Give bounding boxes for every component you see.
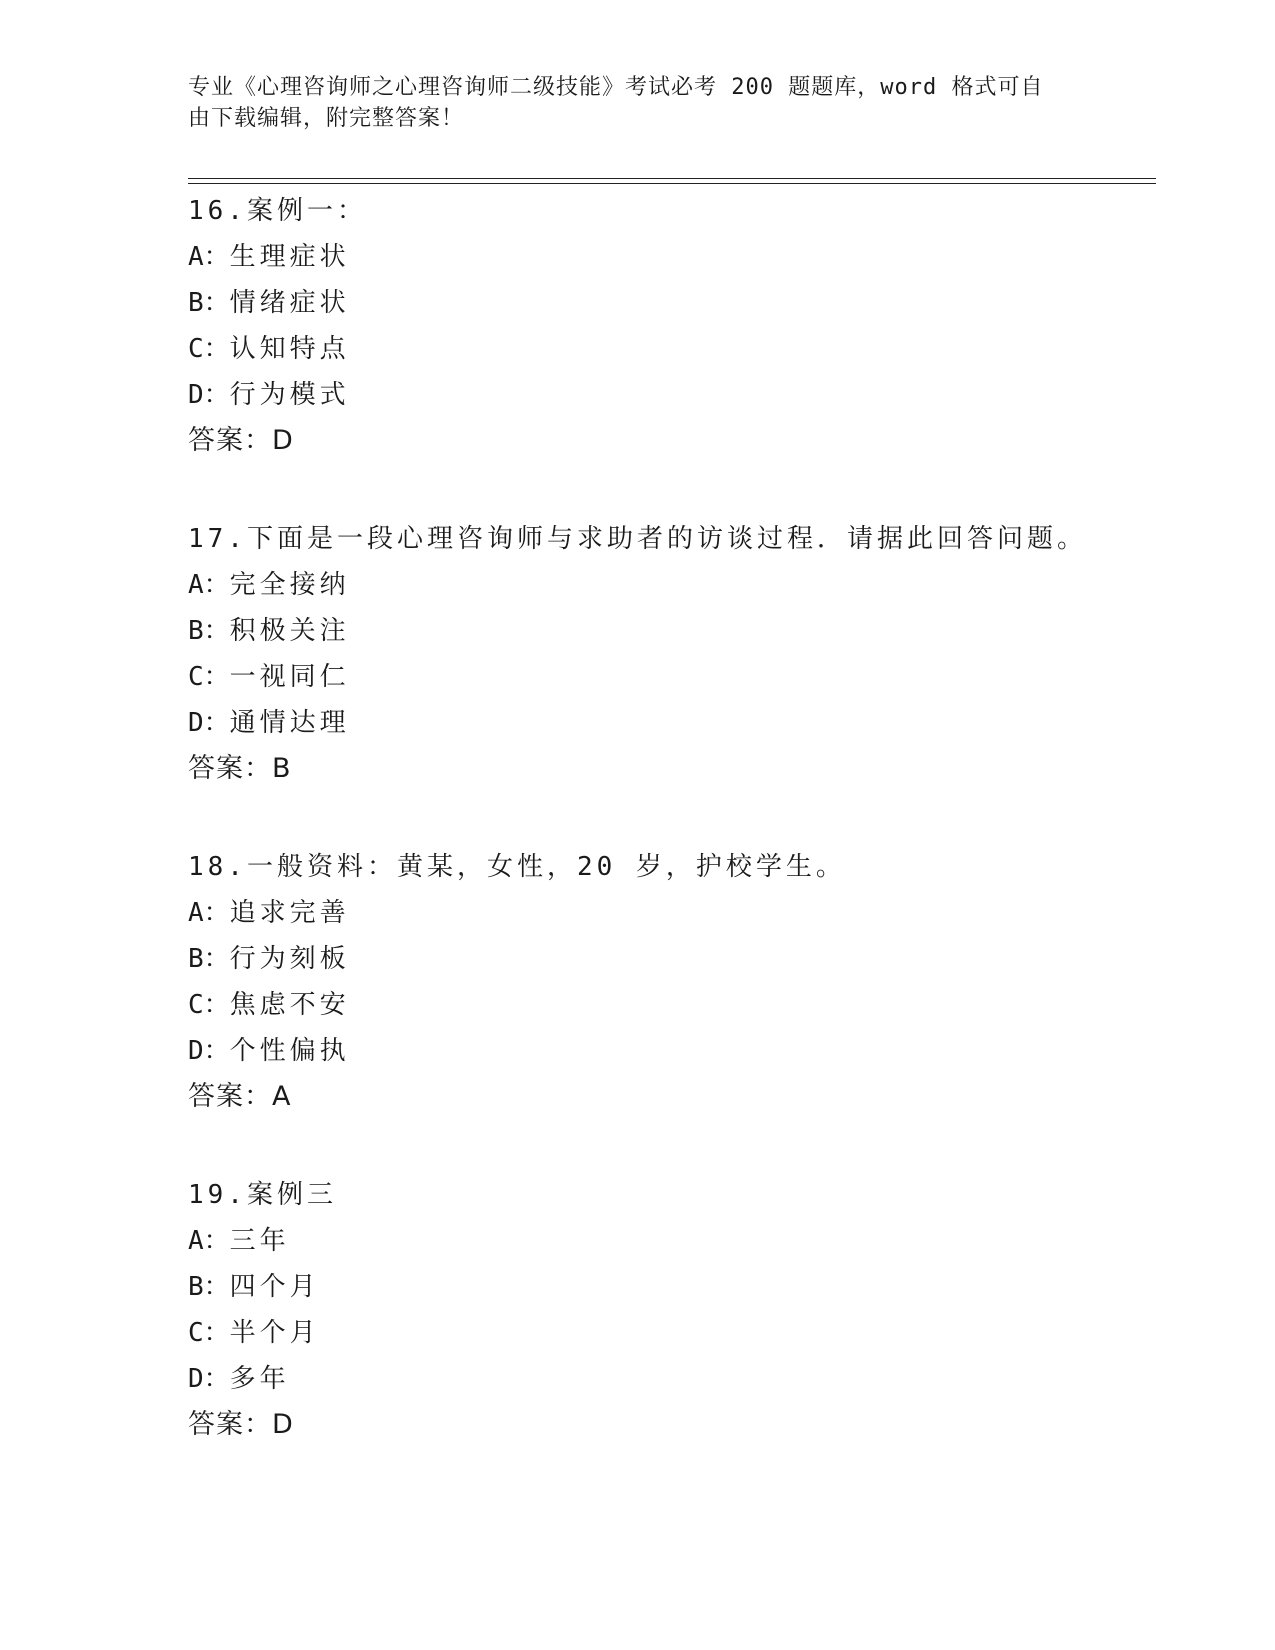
answer-line: 答案：D	[188, 425, 294, 456]
question-18	[188, 844, 1156, 1120]
question-16	[188, 188, 1156, 464]
question-stem: 18.一般资料：黄某，女性，20 岁，护校学生。	[188, 852, 846, 882]
header-line-1: 专业《心理咨询师之心理咨询师二级技能》考试必考 200 题题库，word 格式可自	[188, 75, 1044, 100]
question-list	[188, 188, 1156, 1500]
option-d: D：通情达理	[188, 708, 350, 738]
option-a: A：生理症状	[188, 242, 350, 272]
option-b: B：四个月	[188, 1272, 320, 1302]
answer-line: 答案：D	[188, 1409, 294, 1440]
question-stem: 19.案例三	[188, 1180, 337, 1210]
header-double-rule	[188, 178, 1156, 184]
option-d: D：行为模式	[188, 380, 350, 410]
option-a: A：完全接纳	[188, 570, 350, 600]
option-c: C：半个月	[188, 1318, 320, 1348]
question-19	[188, 1172, 1156, 1448]
question-stem: 16.案例一：	[188, 196, 367, 226]
document-header	[188, 72, 1068, 134]
option-c: C：一视同仁	[188, 662, 350, 692]
option-b: B：情绪症状	[188, 288, 350, 318]
question-stem: 17.下面是一段心理咨询师与求助者的访谈过程．请据此回答问题。	[188, 524, 1087, 554]
option-a: A：追求完善	[188, 898, 350, 928]
option-d: D：个性偏执	[188, 1036, 350, 1066]
answer-line: 答案：A	[188, 1081, 292, 1112]
option-a: A：三年	[188, 1226, 290, 1256]
option-c: C：认知特点	[188, 334, 350, 364]
option-c: C：焦虑不安	[188, 990, 350, 1020]
option-b: B：积极关注	[188, 616, 350, 646]
question-17	[188, 516, 1156, 792]
header-line-2: 由下载编辑，附完整答案！	[188, 106, 465, 131]
option-b: B：行为刻板	[188, 944, 350, 974]
answer-line: 答案：B	[188, 753, 292, 784]
option-d: D：多年	[188, 1364, 290, 1394]
